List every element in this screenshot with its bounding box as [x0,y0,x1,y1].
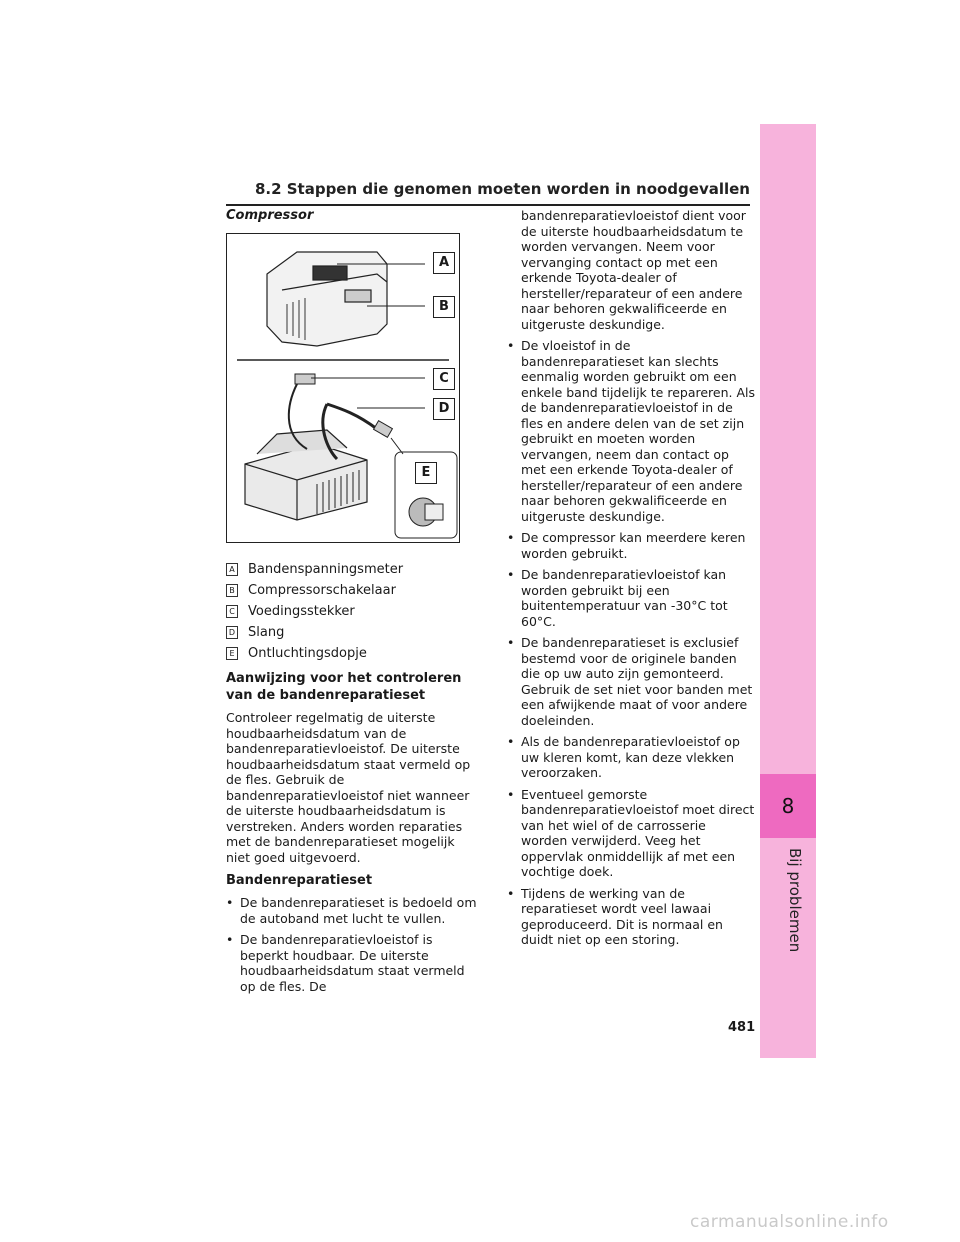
chapter-number: 8 [760,774,816,838]
callout-d: D [433,398,455,420]
page-number: 481 [728,1020,756,1035]
section-title: Compressor [226,208,314,223]
watermark: carmanualsonline.info [690,1212,889,1232]
legend-item [226,643,480,664]
list-item-continuation: bandenreparatievloeistof dient voor de uiterste houdbaarheidsdatum te worden vervangen. Neem voor vervanging contact op met een erkende Toyota-dealer of hersteller/reparateur of een andere naar behoren gekwalificeerde en uitgeruste deskundige. [521,208,746,332]
legend-key: D [226,626,238,639]
legend-key: C [226,605,238,618]
paragraph-check-kit: Controleer regelmatig de uiterste houdbaarheidsdatum van de bandenreparatievloeistof. De uiterste houdbaarheidsdatum staat vermeld op de fles. Gebruik de bandenreparatievloeistof niet wanneer de uiterste houdbaarheidsdatum is verstreken. Anders worden reparaties met de bandenreparatieset mogelijk niet goed uitgevoerd. [226,710,471,865]
legend-key: A [226,563,238,576]
legend-label: Compressorschakelaar [248,583,396,598]
legend-label: Voedingsstekker [248,604,355,619]
heading-check-kit: Aanwijzing voor het controleren van de bandenreparatieset [226,671,462,703]
legend-item [226,559,480,580]
list-item: • De bandenreparatievloeistof kan worden gebruikt bij een buitentemperatuur van -30°C tot 60°C. [507,567,755,629]
legend-item [226,580,480,601]
right-column [507,208,755,954]
repair-kit-list-continued [507,208,755,948]
list-item: • De bandenreparatieset is bedoeld om de autoband met lucht te vullen. [226,895,480,926]
callout-a: A [433,252,455,274]
callout-e: E [415,462,437,484]
list-item: • De compressor kan meerdere keren worden gebruikt. [507,530,755,561]
callout-b: B [433,296,455,318]
legend-label: Slang [248,625,285,640]
heading-repair-kit: Bandenreparatieset [226,873,373,888]
header-title: 8.2 Stappen die genomen moeten worden in noodgevallen [254,180,750,198]
repair-kit-list [226,895,480,994]
list-item: • Tijdens de werking van de reparatieset wordt veel lawaai geproduceerd. Dit is normaal en duidt niet op een storing. [507,886,755,948]
left-column [226,208,480,1000]
list-item: • De bandenreparatieset is exclusief bestemd voor de originele banden die op uw auto zijn gemonteerd. Gebruik de set niet voor banden met een afwijkende maat of voor andere doeleinden. [507,635,755,728]
legend-key: B [226,584,238,597]
legend-item [226,601,480,622]
list-item: • Als de bandenreparatievloeistof op uw kleren komt, kan deze vlekken veroorzaken. [507,734,755,781]
legend-key: E [226,647,238,660]
page-header [226,176,750,206]
legend-item [226,622,480,643]
chapter-side-tab [760,124,816,1058]
chapter-title: Bij problemen [786,848,804,953]
figure-legend [226,559,480,664]
legend-label: Bandenspanningsmeter [248,562,404,577]
legend-label: Ontluchtingsdopje [248,646,367,661]
compressor-figure [226,233,460,543]
callout-c: C [433,368,455,390]
compressor-illustration [227,234,459,542]
list-item: • De vloeistof in de bandenreparatieset kan slechts eenmalig worden gebruikt om een enkele band tijdelijk te repareren. Als de bandenreparatievloeistof in de fles en andere delen van de set zijn gebruikt en moeten worden vervangen, neem dan contact op met een erkende Toyota-dealer of hersteller/reparateur of een andere naar behoren gekwalificeerde en uitgeruste deskundige. [507,338,755,524]
list-item: • Eventueel gemorste bandenreparatievloeistof moet direct van het wiel of de carrosserie worden verwijderd. Veeg het oppervlak onmiddellijk af met een vochtige doek. [507,787,755,880]
list-item: • De bandenreparatievloeistof is beperkt houdbaar. De uiterste houdbaarheidsdatum staat vermeld op de fles. De [226,932,480,994]
